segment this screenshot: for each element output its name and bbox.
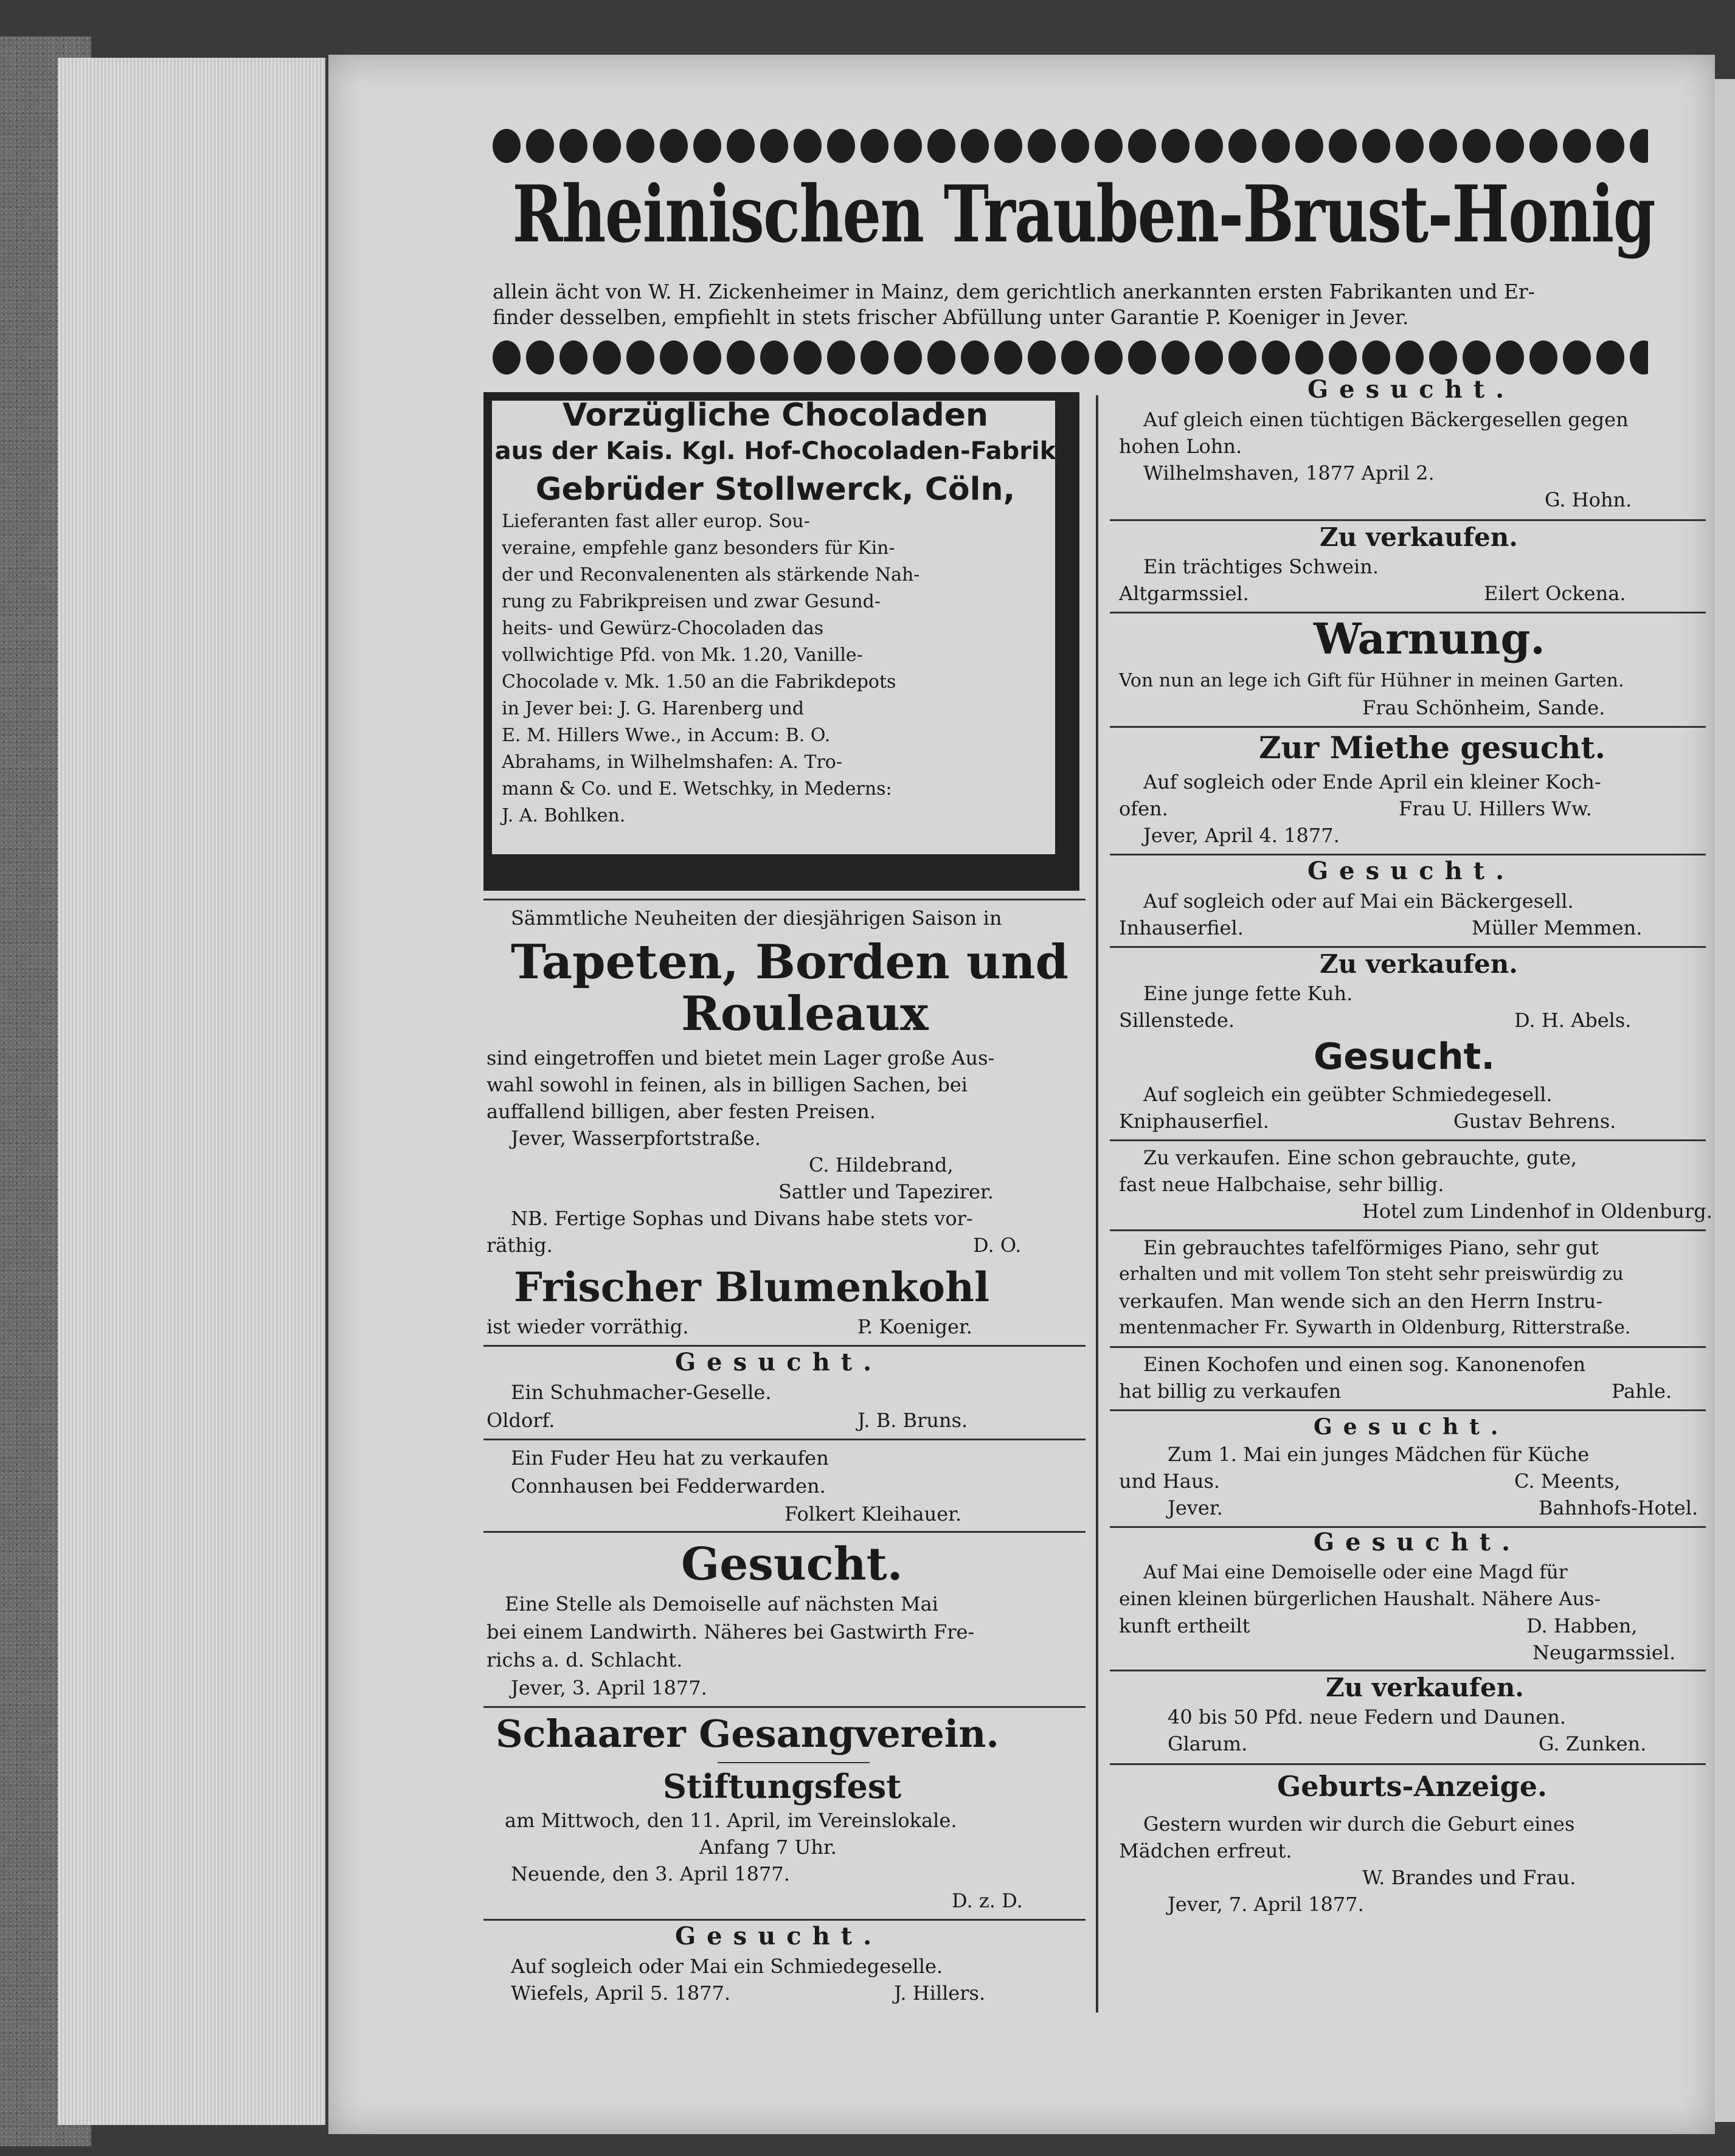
heu-line-1: Ein Fuder Heu hat zu verkaufen: [511, 1446, 829, 1470]
stift-line-3: Neuende, den 3. April 1877.: [511, 1862, 790, 1885]
divider: [483, 1706, 1086, 1708]
gesucht-2-body-0: Eine Stelle als Demoiselle auf nächsten Mai: [505, 1592, 938, 1615]
blumenkohl-sig: P. Koeniger.: [857, 1315, 972, 1338]
r3-body: Von nun an lege ich Gift für Hühner in meinen Garten.: [1119, 670, 1624, 691]
gesucht-2-date: Jever, 3. April 1877.: [511, 1676, 707, 1699]
heu-line-2: Connhausen bei Fedderwarden.: [511, 1474, 826, 1498]
ornament-row-bottom: [493, 340, 1648, 376]
r9-body-0: Ein gebrauchtes tafelförmiges Piano, sehr gut: [1143, 1236, 1599, 1259]
choc-body-3: rung zu Fabrikpreisen und zwar Gesund-: [502, 591, 881, 612]
gesucht-2-body-2: richs a. d. Schlacht.: [487, 1648, 683, 1671]
newspaper-page: [328, 55, 1715, 2134]
tapeten-body-0: sind eingetroffen und bietet mein Lager große Aus-: [487, 1046, 995, 1069]
r1-headline: Gesucht.: [1307, 375, 1515, 404]
r10-sig: Pahle.: [1612, 1380, 1672, 1403]
r6-body: Eine junge fette Kuh.: [1143, 982, 1353, 1005]
choc-body-10: mann & Co. und E. Wetschky, in Mederns:: [502, 778, 892, 800]
gesucht-3-body: Auf sogleich oder Mai ein Schmiedegeselle.: [511, 1955, 943, 1978]
gesucht-2-body-1: bei einem Landwirth. Näheres bei Gastwirth Fre-: [487, 1620, 975, 1643]
r14-sig: W. Brandes und Frau.: [1362, 1866, 1576, 1889]
divider: [1110, 1409, 1706, 1411]
honig-subtitle-1: allein ächt von W. H. Zickenheimer in Mainz, dem gerichtlich anerkannten ersten Fabrikanten und Er-: [493, 280, 1535, 303]
r1-sig: G. Hohn.: [1545, 488, 1632, 511]
r6-place: Sillenstede.: [1119, 1009, 1235, 1032]
r1-date: Wilhelmshaven, 1877 April 2.: [1143, 461, 1435, 485]
gesucht-2-headline: Gesucht.: [681, 1538, 903, 1591]
divider: [483, 899, 1086, 900]
tapeten-body-1: wahl sowohl in feinen, als in billigen Sachen, bei: [487, 1073, 968, 1096]
r3-headline: Warnung.: [1314, 613, 1545, 664]
choc-body-9: Abrahams, in Wilhelmshafen: A. Tro-: [502, 751, 842, 773]
r13-headline: Zu verkaufen.: [1326, 1673, 1524, 1702]
choc-body-11: J. A. Bohlken.: [502, 805, 626, 826]
r11-body-1: und Haus.: [1119, 1470, 1221, 1493]
r13-body: 40 bis 50 Pfd. neue Federn und Daunen.: [1168, 1705, 1566, 1729]
tapeten-headline: Tapeten, Borden und: [511, 935, 1068, 990]
gesucht-1-sig: J. B. Bruns.: [857, 1409, 968, 1432]
r11-body-0: Zum 1. Mai ein junges Mädchen für Küche: [1168, 1443, 1590, 1466]
choc-body-1: veraine, empfehle ganz besonders für Kin-: [502, 537, 895, 559]
stiftungsfest-headline: Stiftungsfest: [663, 1767, 902, 1806]
r13-sig: G. Zunken.: [1539, 1732, 1647, 1755]
choc-body-4: heits- und Gewürz-Chocoladen das: [502, 618, 824, 639]
r8-sig: Hotel zum Lindenhof in Oldenburg.: [1362, 1200, 1712, 1223]
tapeten-nb-2: räthig.: [487, 1234, 553, 1257]
choc-body-5: vollwichtige Pfd. von Mk. 1.20, Vanille-: [502, 644, 863, 666]
r6-sig: D. H. Abels.: [1514, 1009, 1632, 1032]
divider: [483, 1345, 1086, 1347]
r12-body-2: kunft ertheilt: [1119, 1614, 1250, 1637]
blumenkohl-headline: Frischer Blumenkohl: [514, 1263, 990, 1311]
r4-date: Jever, April 4. 1877.: [1143, 824, 1340, 847]
tapeten-role: Sattler und Tapezirer.: [778, 1180, 994, 1203]
gesucht-3-sig: J. Hillers.: [894, 1982, 986, 2005]
choc-headline-2: aus der Kais. Kgl. Hof-Chocoladen-Fabrik: [494, 437, 1056, 465]
honig-subtitle-2: finder desselben, empfiehlt in stets frischer Abfüllung unter Garantie P. Koeniger in Jever.: [493, 305, 1409, 329]
r1-body-0: Auf gleich einen tüchtigen Bäckergesellen gegen: [1143, 408, 1629, 431]
r2-headline: Zu verkaufen.: [1320, 522, 1518, 552]
choc-body-8: E. M. Hillers Wwe., in Accum: B. O.: [502, 725, 831, 746]
blumenkohl-body: ist wieder vorräthig.: [487, 1315, 689, 1338]
stift-sig: D. z. D.: [952, 1889, 1023, 1912]
r7-sig: Gustav Behrens.: [1453, 1110, 1616, 1133]
r1-body-1: hohen Lohn.: [1119, 435, 1242, 458]
r7-place: Kniphauserfiel.: [1119, 1110, 1269, 1133]
verein-headline: Schaarer Gesangverein.: [496, 1712, 1000, 1756]
divider: [1110, 519, 1706, 521]
r4-body: Auf sogleich oder Ende April ein kleiner Koch-: [1143, 770, 1601, 793]
gesucht-3-place: Wiefels, April 5. 1877.: [511, 1982, 731, 2005]
r4-sig: Frau U. Hillers Ww.: [1399, 797, 1592, 820]
r2-sig: Eilert Ockena.: [1484, 582, 1626, 605]
r12-headline: Gesucht.: [1314, 1528, 1522, 1557]
divider: [1110, 1346, 1706, 1348]
r11-place: Jever.: [1168, 1496, 1223, 1519]
r4-body-2: ofen.: [1119, 797, 1168, 820]
r10-body-0: Einen Kochofen und einen sog. Kanonenofen: [1143, 1353, 1586, 1376]
r6-headline: Zu verkaufen.: [1320, 949, 1518, 979]
gesucht-1-headline: Gesucht.: [675, 1348, 883, 1377]
choc-body-2: der und Reconvalenenten als stärkende Nah-: [502, 564, 920, 586]
stift-line-1: am Mittwoch, den 11. April, im Vereinslokale.: [505, 1809, 957, 1832]
divider: [1110, 1139, 1706, 1141]
divider: [483, 1439, 1086, 1440]
tapeten-intro: Sämmtliche Neuheiten der diesjährigen Saison in: [511, 907, 1002, 930]
r14-headline: Geburts-Anzeige.: [1277, 1770, 1548, 1803]
r14-body-0: Gestern wurden wir durch die Geburt eines: [1143, 1812, 1575, 1836]
ad-title-honig: Rheinischen Trauben-Brust-Honig: [512, 169, 1655, 260]
choc-body-7: in Jever bei: J. G. Harenberg und: [502, 698, 805, 719]
r2-place: Altgarmssiel.: [1119, 582, 1249, 605]
r8-body-1: fast neue Halbchaise, sehr billig.: [1119, 1173, 1444, 1196]
divider: [483, 1919, 1086, 1921]
divider: [1110, 854, 1706, 855]
column-divider: [1096, 395, 1098, 2013]
r12-sig: D. Habben,: [1526, 1614, 1638, 1637]
tapeten-name: C. Hildebrand,: [809, 1153, 954, 1176]
r4-headline: Zur Miethe gesucht.: [1259, 730, 1605, 765]
r5-headline: Gesucht.: [1307, 857, 1515, 885]
divider: [1110, 726, 1706, 728]
r13-place: Glarum.: [1168, 1732, 1248, 1755]
divider: [1110, 946, 1706, 948]
tapeten-nb-1: NB. Fertige Sophas und Divans habe stets vor-: [511, 1207, 973, 1230]
divider: [1110, 1763, 1706, 1765]
r11-sig-2: Bahnhofs-Hotel.: [1539, 1496, 1699, 1519]
rouleaux-headline: Rouleaux: [681, 986, 929, 1042]
stift-line-2: Anfang 7 Uhr.: [699, 1836, 837, 1859]
choc-headline-1: Vorzügliche Chocoladen: [562, 397, 989, 434]
tapeten-nb-sig: D. O.: [973, 1234, 1022, 1257]
gesucht-1-place: Oldorf.: [487, 1409, 555, 1432]
r11-headline: Gesucht.: [1314, 1414, 1509, 1440]
heu-sig: Folkert Kleihauer.: [784, 1502, 962, 1525]
ornament-rule: [718, 1762, 870, 1763]
next-page-edge: [1715, 79, 1735, 2122]
choc-body-6: Chocolade v. Mk. 1.50 an die Fabrikdepots: [502, 671, 896, 693]
choc-body-0: Lieferanten fast aller europ. Sou-: [502, 511, 810, 532]
gesucht-1-body: Ein Schuhmacher-Geselle.: [511, 1381, 772, 1404]
divider: [483, 1531, 1086, 1533]
r12-body-0: Auf Mai eine Demoiselle oder eine Magd für: [1143, 1561, 1568, 1583]
r9-body-2: verkaufen. Man wende sich an den Herrn Instru-: [1119, 1290, 1603, 1313]
tapeten-place: Jever, Wasserpfortstraße.: [511, 1127, 761, 1150]
r9-body-1: erhalten und mit vollem Ton steht sehr preiswürdig zu: [1119, 1263, 1624, 1285]
r8-body-0: Zu verkaufen. Eine schon gebrauchte, gute,: [1143, 1146, 1577, 1169]
r12-body-1: einen kleinen bürgerlichen Haushalt. Nähere Aus-: [1119, 1588, 1601, 1610]
r2-body: Ein trächtiges Schwein.: [1143, 555, 1379, 578]
r14-body-1: Mädchen erfreut.: [1119, 1839, 1292, 1862]
r7-headline: Gesucht.: [1314, 1035, 1495, 1078]
r3-sig: Frau Schönheim, Sande.: [1362, 696, 1605, 719]
r14-date: Jever, 7. April 1877.: [1168, 1893, 1364, 1916]
r5-place: Inhauserfiel.: [1119, 916, 1244, 939]
tapeten-body-2: auffallend billigen, aber festen Preisen.: [487, 1100, 876, 1123]
r10-body-1: hat billig zu verkaufen: [1119, 1380, 1342, 1403]
gesucht-3-headline: Gesucht.: [675, 1922, 883, 1950]
r5-body: Auf sogleich oder auf Mai ein Bäckergesell.: [1143, 890, 1574, 913]
ornament-row-top: [493, 129, 1648, 164]
page-stack-edge: [58, 58, 325, 2125]
r5-sig: Müller Memmen.: [1472, 916, 1643, 939]
r7-body: Auf sogleich ein geübter Schmiedegesell.: [1143, 1083, 1553, 1106]
r9-body-3: mentenmacher Fr. Sywarth in Oldenburg, Ritterstraße.: [1119, 1317, 1631, 1338]
r11-sig: C. Meents,: [1514, 1470, 1621, 1493]
r12-sig-2: Neugarmssiel.: [1532, 1641, 1676, 1664]
choc-headline-3: Gebrüder Stollwerck, Cöln,: [535, 471, 1016, 508]
divider: [1110, 1670, 1706, 1671]
divider: [1110, 1229, 1706, 1231]
